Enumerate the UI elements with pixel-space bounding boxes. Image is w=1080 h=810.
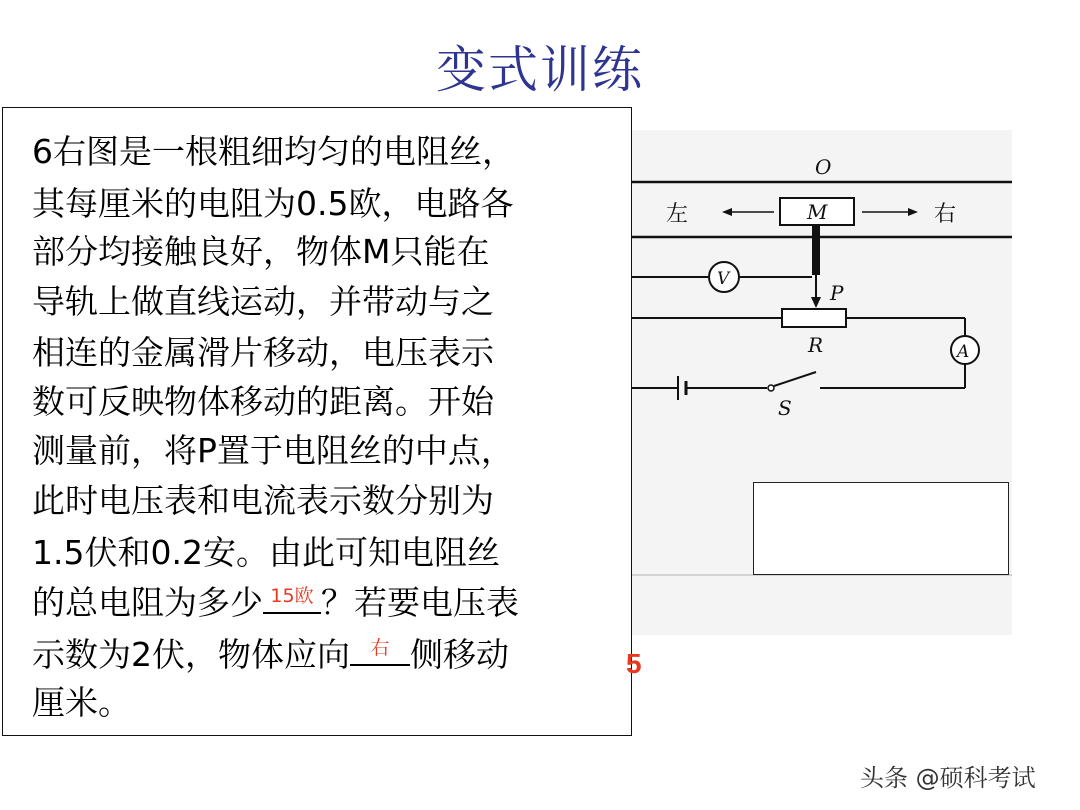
label-right: 右 [934, 202, 957, 227]
resistor-r [782, 309, 846, 327]
arrow-left-head [722, 208, 732, 216]
answer-total-resistance: 15欧 [270, 585, 314, 607]
blank-total-resistance [263, 578, 321, 614]
question-line-7: 测量前，将P置于电阻丝的中点， [32, 431, 514, 470]
question-line-3: 部分均接触良好，物体M只能在 [32, 232, 490, 271]
question-line-5: 相连的金属滑片移动，电压表示 [32, 333, 494, 372]
line10-after: ？若要电压表 [321, 583, 519, 622]
label-o: O [815, 155, 832, 179]
line10-before: 的总电阻为多少 [32, 583, 263, 622]
question-line-11 [32, 630, 509, 678]
answer-direction: 右 [370, 637, 390, 659]
blank-direction [350, 630, 410, 666]
line11-after: 侧移动 [410, 635, 509, 674]
question-line-4: 导轨上做直线运动，并带动与之 [32, 282, 494, 321]
label-s: S [778, 396, 792, 420]
label-m: M [807, 200, 828, 224]
question-line-1: 6右图是一根粗细均匀的电阻丝， [32, 132, 515, 171]
label-a: A [957, 342, 970, 362]
label-v: V [717, 269, 730, 289]
question-line-9: 1.5伏和0.2安。由此可知电阻丝 [32, 533, 500, 572]
watermark: 头条 @硕科考试 [860, 764, 1036, 792]
question-line-10 [32, 578, 519, 626]
label-r: R [808, 333, 824, 357]
switch-pivot [768, 385, 774, 391]
answer-distance: 5 [626, 648, 642, 679]
label-left: 左 [666, 202, 689, 227]
question-line-6: 数可反映物体移动的距离。开始 [32, 382, 494, 421]
switch-blade [774, 372, 816, 386]
line11-before: 示数为2伏，物体应向 [32, 635, 350, 674]
connecting-rod [812, 225, 820, 275]
answer-box [753, 482, 1009, 575]
slide-title: 变式训练 [436, 41, 644, 99]
arrow-right-head [908, 208, 918, 216]
question-line-2: 其每厘米的电阻为0.5欧，电路各 [32, 184, 514, 223]
label-p: P [830, 281, 844, 305]
slider-arrow [811, 297, 821, 308]
question-line-12: 厘米。 [32, 683, 131, 722]
question-line-8: 此时电压表和电流表示数分别为 [32, 481, 494, 520]
